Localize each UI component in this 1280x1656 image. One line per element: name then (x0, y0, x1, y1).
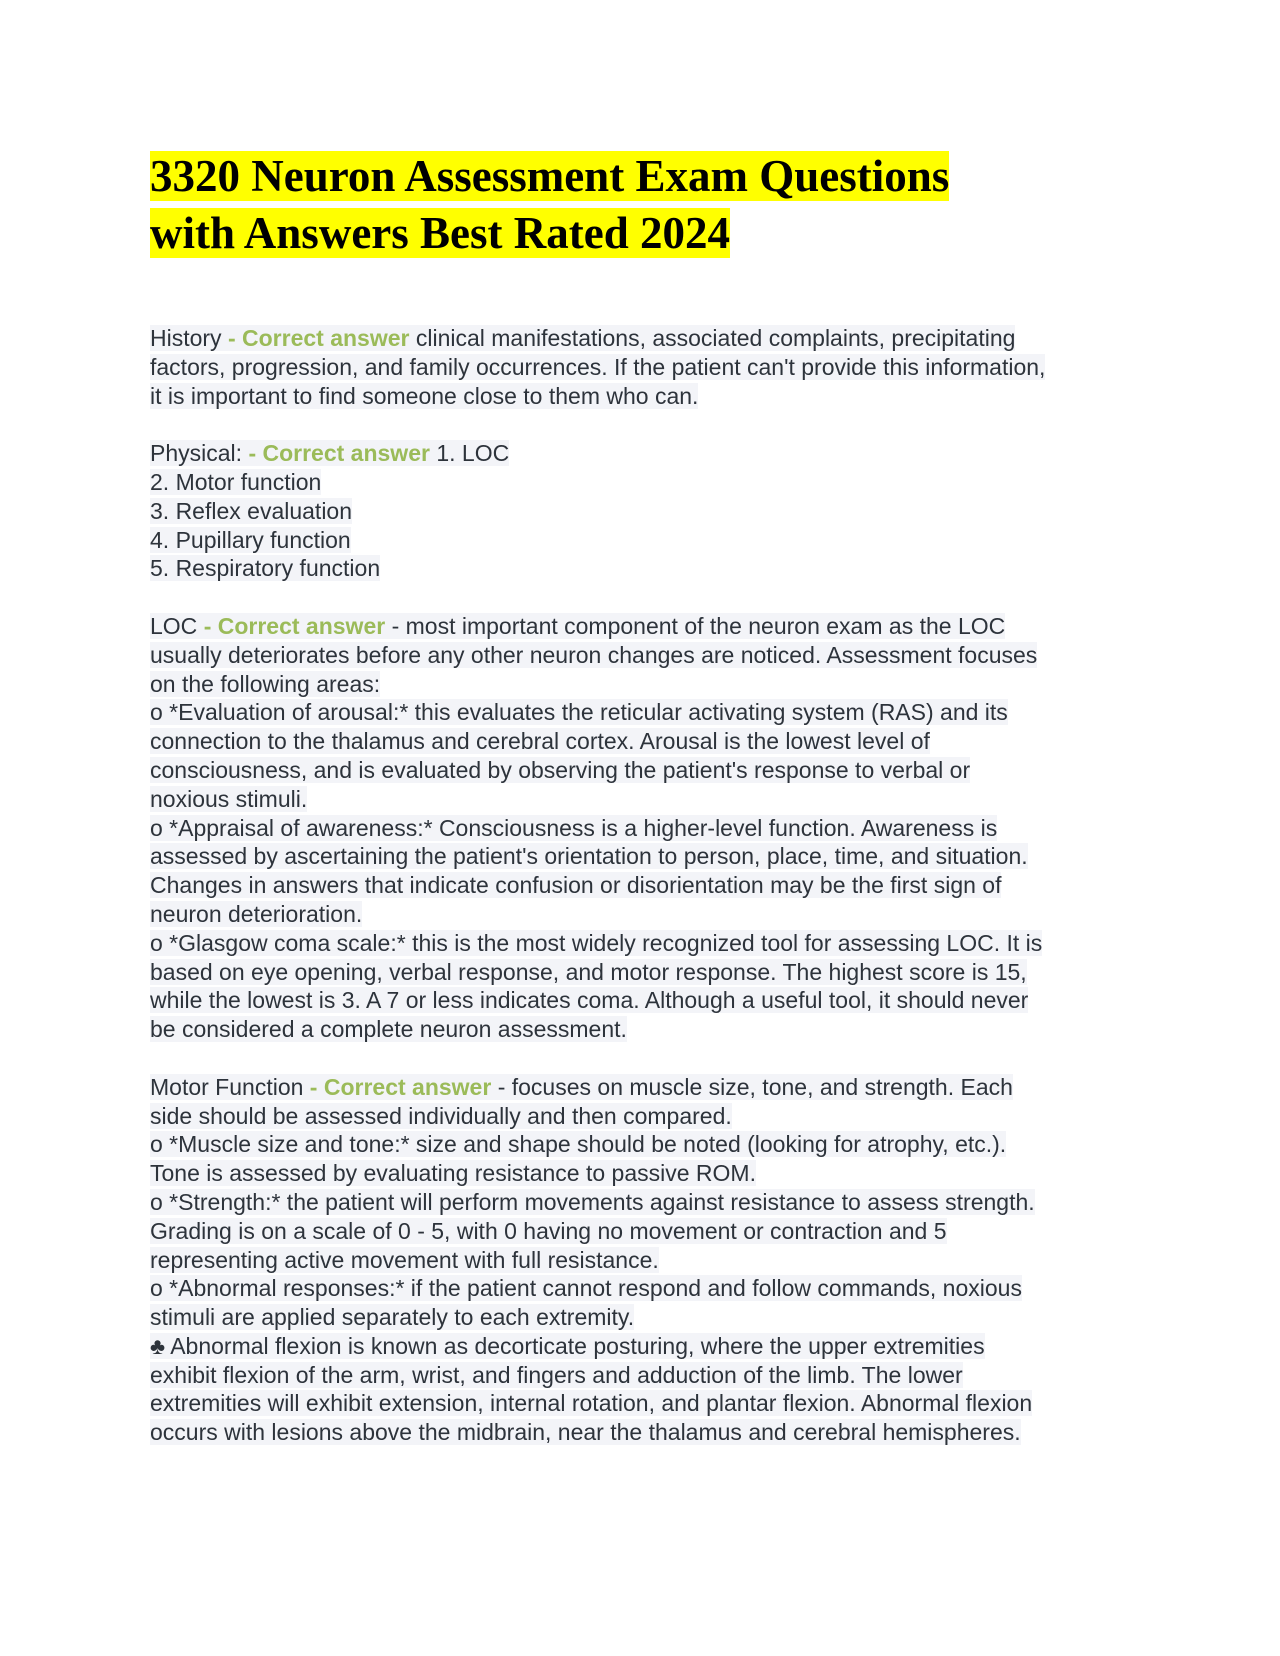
question-term: LOC (150, 612, 204, 639)
document-page (150, 148, 1135, 1447)
answer-text: o *Abnormal responses:* if the patient cannot respond and follow commands, noxious (150, 1275, 1022, 1302)
answer-text: o *Glasgow coma scale:* this is the most widely recognized tool for assessing LOC. It is (150, 929, 1043, 956)
answer-text: 4. Pupillary function (150, 526, 351, 553)
question-term: Motor Function (150, 1073, 310, 1100)
answer-text: Grading is on a scale of 0 - 5, with 0 having no movement or contraction and 5 (150, 1217, 947, 1244)
answer-text: extremities will exhibit extension, internal rotation, and plantar flexion. Abnormal flexion (150, 1390, 1033, 1417)
answer-text: usually deteriorates before any other neuron changes are noticed. Assessment focuses (150, 641, 1038, 668)
correct-answer-label: - Correct answer (203, 612, 386, 639)
document-body (150, 324, 1135, 1447)
qa-physical (150, 439, 1135, 583)
qa-motor-function (150, 1073, 1135, 1447)
answer-text: - focuses on muscle size, tone, and strength. Each (491, 1073, 1013, 1100)
answer-text: consciousness, and is evaluated by observing the patient's response to verbal or (150, 756, 971, 783)
answer-text: representing active movement with full resistance. (150, 1246, 659, 1273)
answer-text: Changes in answers that indicate confusion or disorientation may be the first sign of (150, 872, 1002, 899)
title-line-2: with Answers Best Rated 2024 (150, 208, 730, 258)
answer-text: neuron deterioration. (150, 900, 363, 927)
answer-text: assessed by ascertaining the patient's orientation to person, place, time, and situation. (150, 843, 1028, 870)
answer-text: - most important component of the neuron exam as the LOC (385, 612, 1006, 639)
answer-text: o *Muscle size and tone:* size and shape should be noted (looking for atrophy, etc.). (150, 1131, 1007, 1158)
answer-text: clinical manifestations, associated complaints, precipitating (409, 325, 1016, 351)
qa-history (150, 324, 1135, 410)
correct-answer-label: - Correct answer (248, 440, 430, 467)
answer-text: 5. Respiratory function (150, 555, 381, 582)
title-line-1: 3320 Neuron Assessment Exam Questions (150, 151, 950, 201)
correct-answer-label: - Correct answer (309, 1073, 492, 1100)
answer-text: noxious stimuli. (150, 785, 308, 812)
answer-text: 2. Motor function (150, 468, 322, 495)
correct-answer-label: - Correct answer (227, 325, 410, 351)
answer-text: based on eye opening, verbal response, and motor response. The highest score is 15, (150, 958, 1027, 985)
answer-text: 3. Reflex evaluation (150, 497, 353, 524)
answer-text: o *Appraisal of awareness:* Consciousness is a higher-level function. Awareness is (150, 814, 998, 841)
answer-text: on the following areas: (150, 670, 381, 697)
answer-text: side should be assessed individually and then compared. (150, 1102, 732, 1129)
answer-text: occurs with lesions above the midbrain, near the thalamus and cerebral hemispheres. (150, 1419, 1021, 1446)
answer-text: be considered a complete neuron assessment. (150, 1016, 627, 1043)
answer-text: ♣ Abnormal flexion is known as decorticate posturing, where the upper extremities (150, 1332, 985, 1359)
document-title (150, 148, 1135, 262)
answer-text: o *Strength:* the patient will perform movements against resistance to assess strength. (150, 1188, 1035, 1215)
answer-text: factors, progression, and family occurrences. If the patient can't provide this information, (150, 353, 1046, 380)
answer-text: while the lowest is 3. A 7 or less indicates coma. Although a useful tool, it should never (150, 987, 1029, 1014)
question-term: Physical: (150, 440, 249, 467)
answer-text: o *Evaluation of arousal:* this evaluates the reticular activating system (RAS) and its (150, 699, 1008, 726)
qa-loc (150, 612, 1135, 1044)
answer-text: exhibit flexion of the arm, wrist, and fingers and adduction of the limb. The lower (150, 1361, 963, 1388)
answer-text: connection to the thalamus and cerebral cortex. Arousal is the lowest level of (150, 728, 930, 755)
answer-text: 1. LOC (429, 440, 510, 467)
answer-text: stimuli are applied separately to each extremity. (150, 1304, 635, 1331)
answer-text: it is important to find someone close to them who can. (150, 382, 699, 409)
answer-text: Tone is assessed by evaluating resistance to passive ROM. (150, 1160, 756, 1187)
question-term: History (150, 325, 228, 351)
